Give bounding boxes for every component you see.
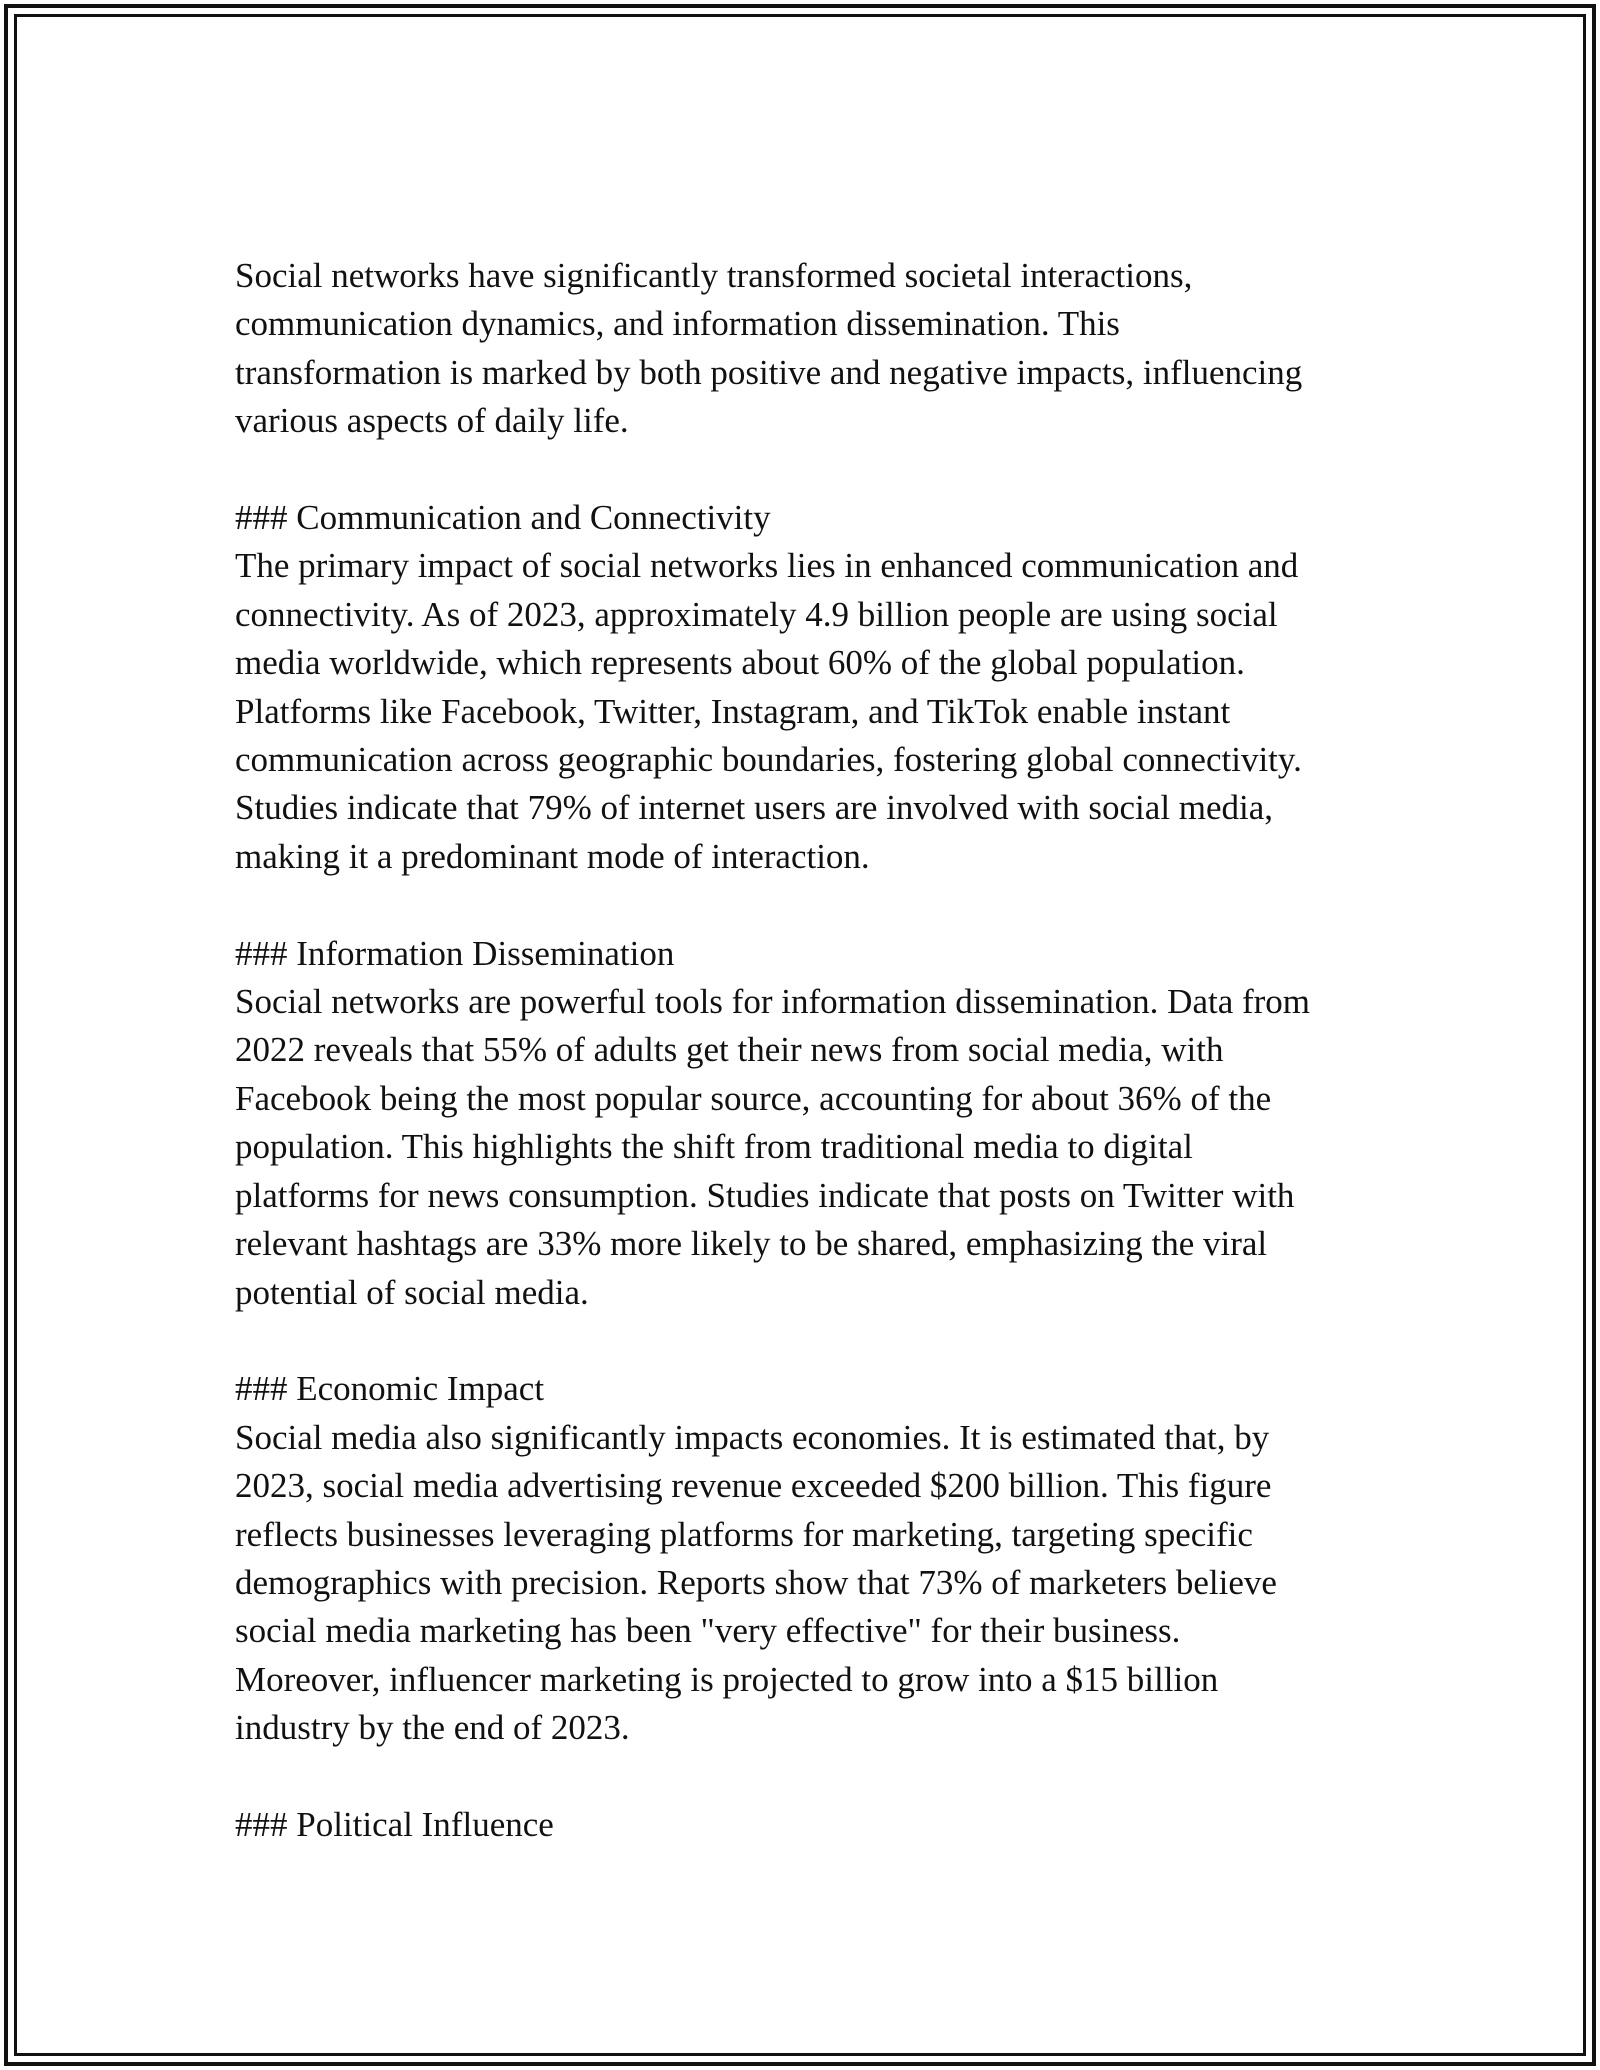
paragraph-gap [235, 1753, 1385, 1801]
paragraph-gap [235, 446, 1385, 494]
document-body [235, 252, 1385, 1849]
section-heading-political: ### Political Influence [235, 1804, 554, 1844]
intro-paragraph: Social networks have significantly transformed societal interactions, communication dynamics, and information dissemination. This transformation is marked by both positive and negative impacts, influencing various aspects of daily life. [235, 256, 1303, 441]
section-body-economic: Social media also significantly impacts economies. It is estimated that, by 2023, social media advertising revenue exceeded $200 billion. This figure reflects businesses leveraging platforms for marketing, targeting specific demographics with precision. Reports show that 73% of marketers believe social media marketing has been "very effective" for their business. Moreover, influencer marketing is projected to grow into a $15 billion industry by the end of 2023. [235, 1417, 1277, 1748]
section-body-communication: The primary impact of social networks lies in enhanced communication and connectivity. As of 2023, approximately 4.9 billion people are using social media worldwide, which represents about 60% of the global population. Platforms like Facebook, Twitter, Instagram, and TikTok enable instant communication across geographic boundaries, fostering global connectivity. Studies indicate that 79% of internet users are involved with social media, making it a predominant mode of interaction. [235, 546, 1302, 876]
section-body-information: Social networks are powerful tools for information dissemination. Data from 2022 reveals that 55% of adults get their news from social media, with Facebook being the most popular source, accounting for about 36% of the population. This highlights the shift from traditional media to digital platforms for news consumption. Studies indicate that posts on Twitter with relevant hashtags are 33% more likely to be shared, emphasizing the viral potential of social media. [235, 982, 1311, 1312]
section-heading-information: ### Information Dissemination [235, 933, 675, 973]
section-heading-communication: ### Communication and Connectivity [235, 498, 771, 538]
section-heading-economic: ### Economic Impact [235, 1369, 545, 1409]
paragraph-gap [235, 881, 1385, 929]
paragraph-gap [235, 1317, 1385, 1365]
